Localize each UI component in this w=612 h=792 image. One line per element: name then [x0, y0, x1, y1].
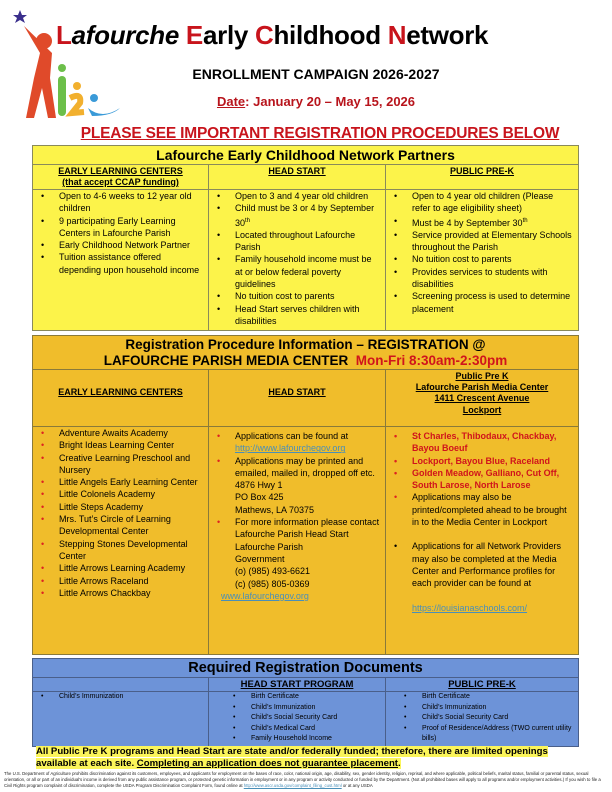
- list-item: • Child’s Immunization: [400, 703, 574, 714]
- registration-table: [32, 335, 579, 655]
- documents-list-headstart: [229, 692, 381, 745]
- documents-heading-elc: [33, 678, 209, 692]
- list-item: • Proof of Residence/Address (TWO current utility bills): [400, 724, 574, 745]
- prek-print-note: • Applications may also be printed/completed ahead to be brought in to the Media Center in Lockport: [390, 491, 574, 528]
- prek-area-2: • Lockport, Bayou Blue, Raceland: [390, 455, 574, 467]
- list-item: • Bright Ideas Learning Center: [37, 439, 204, 451]
- usda-nondiscrimination-statement: The U.S. Department of Agriculture prohibits discrimination against its customers, employees, and applicants for employment on the bases of race, color, national origin, age, disability, sex, gender identity, religion, reprisal, and where applicable, political beliefs, marital status, familial or parental status, sexual orientation, or all or part of an individual's income is derived from any public assistance program, or protected genetic information in employment or in any program or activity conducted or funded by the Department. (Not all prohibited bases will apply to all programs and/or employment activities.) If you wish to file a Civil Rights program complaint of discrimination, complete the USDA Program Discrimination Complaint Form, found online at http://www.ascr.usda.gov/complaint_filing_cust.html or at any USDA: [4, 771, 601, 788]
- title-part: etwork: [406, 20, 489, 50]
- date-label: Date: [216, 94, 246, 109]
- louisianaschools-link[interactable]: https://louisianaschools.com/: [412, 602, 528, 613]
- prek-area-1: • St Charles, Thibodaux, Chackbay, Bayou Boeuf: [390, 430, 574, 455]
- lafourchegov-link[interactable]: http://www.lafourchegov.org: [235, 443, 346, 454]
- registration-hours: Mon-Fri 8:30am-2:30pm: [355, 352, 508, 368]
- prek-network-note: • Applications for all Network Providers may also be completed at the Media Center and Performance profiles for each provider can be found at: [390, 540, 574, 589]
- list-item: • Stepping Stones Developmental Center: [37, 538, 204, 563]
- list-item: • Must be 4 by September 30th: [390, 215, 574, 229]
- partners-title: Lafourche Early Childhood Network Partners: [33, 146, 579, 165]
- title-part: hildhood: [273, 20, 388, 50]
- partners-heading-prek: PUBLIC PRE-K: [386, 165, 579, 190]
- title-part: N: [387, 20, 407, 50]
- registration-heading-headstart: HEAD START: [209, 370, 386, 427]
- date-value: : January 20 – May 15, 2026: [245, 94, 416, 109]
- list-item: • Adventure Awaits Academy: [37, 427, 204, 439]
- documents-list-elc: [37, 692, 204, 703]
- documents-heading-prek: PUBLIC PRE-K: [386, 678, 579, 692]
- list-item: • Little Steps Academy: [37, 501, 204, 513]
- lafourchegov-link-2[interactable]: www.lafourchegov.org: [221, 590, 309, 601]
- registration-notice: PLEASE SEE IMPORTANT REGISTRATION PROCEDURES BELOW: [80, 125, 560, 142]
- registration-heading-elc: EARLY LEARNING CENTERS: [33, 370, 209, 427]
- list-item: • Located throughout Lafourche Parish: [213, 229, 381, 254]
- list-item: • Service provided at Elementary Schools throughout the Parish: [390, 229, 574, 254]
- list-item: • Little Angels Early Learning Center: [37, 476, 204, 488]
- title-part: C: [254, 20, 274, 50]
- registration-title: Registration Procedure Information – REGISTRATION @ LAFOURCHE PARISH MEDIA CENTER Mon-Fri 8:30am-2:30pm: [33, 336, 579, 370]
- partners-list-elc: [37, 190, 204, 276]
- list-item: • Family household income must be at or below federal poverty guidelines: [213, 253, 381, 290]
- list-item: • 9 participating Early Learning Centers in Lafourche Parish: [37, 215, 204, 240]
- partners-table: [32, 145, 579, 331]
- list-item: • No tuition cost to parents: [213, 290, 381, 302]
- list-item: • Family Household Income: [229, 734, 381, 745]
- list-item: • Child must be 3 or 4 by September 30th: [213, 202, 381, 229]
- usda-complaint-link[interactable]: http://www.ascr.usda.gov/complaint_filing_cust.html: [243, 783, 342, 788]
- list-item: • Early Childhood Network Partner: [37, 239, 204, 251]
- registration-heading-prek: Public Pre K Lafourche Parish Media Center 1411 Crescent Avenue Lockport: [386, 370, 579, 427]
- elc-provider-list: [37, 427, 204, 599]
- list-item: • Child’s Immunization: [37, 692, 204, 703]
- list-item: • Child’s Medical Card: [229, 724, 381, 735]
- partners-heading-headstart: HEAD START: [209, 165, 386, 190]
- list-item: • Open to 4-6 weeks to 12 year old children: [37, 190, 204, 215]
- list-item: • Head Start serves children with disabilities: [213, 303, 381, 328]
- prek-area-3: • Golden Meadow, Galliano, Cut Off, South Larose, North Larose: [390, 467, 574, 492]
- title-part: E: [185, 20, 203, 50]
- title-part: afourche: [71, 20, 186, 50]
- documents-list-prek: [400, 692, 574, 745]
- title-part: L: [56, 20, 72, 50]
- list-item: • Provides services to students with disabilities: [390, 266, 574, 291]
- list-item: • Tuition assistance offered depending upon household income: [37, 251, 204, 276]
- campaign-date: [0, 94, 612, 109]
- headstart-item-contact: • For more information please contact Lafourche Parish Head Start Lafourche Parish Government (o) (985) 493-6621 (c) (985) 805-0369: [213, 516, 381, 590]
- list-item: • Birth Certificate: [229, 692, 381, 703]
- partners-list-headstart: [213, 190, 381, 327]
- title-part: arly: [202, 20, 255, 50]
- partners-list-prek: [390, 190, 574, 315]
- list-item: • Little Colonels Academy: [37, 488, 204, 500]
- documents-heading-headstart: HEAD START PROGRAM: [209, 678, 386, 692]
- list-item: • Little Arrows Chackbay: [37, 587, 204, 599]
- partners-heading-elc: EARLY LEARNING CENTERS (that accept CCAP funding): [33, 165, 209, 190]
- page-title: [56, 20, 596, 51]
- list-item: • Child’s Social Security Card: [229, 713, 381, 724]
- list-item: • Little Arrows Learning Academy: [37, 562, 204, 574]
- list-item: • Open to 4 year old children (Please refer to age eligibility sheet): [390, 190, 574, 215]
- list-item: • Creative Learning Preschool and Nursery: [37, 452, 204, 477]
- documents-title: Required Registration Documents: [33, 659, 579, 678]
- list-item: • Open to 3 and 4 year old children: [213, 190, 381, 202]
- list-item: • Screening process is used to determine placement: [390, 290, 574, 315]
- documents-table: [32, 658, 579, 747]
- list-item: • No tuition cost to parents: [390, 253, 574, 265]
- headstart-item-mail: • Applications may be printed and emailed, mailed in, dropped off etc. 4876 Hwy 1 PO Box 425 Mathews, LA 70375: [213, 455, 381, 516]
- list-item: • Little Arrows Raceland: [37, 575, 204, 587]
- headstart-item-apps: • Applications can be found at http://www.lafourchegov.org: [213, 430, 381, 455]
- list-item: • Birth Certificate: [400, 692, 574, 703]
- list-item: • Mrs. Tut’s Circle of Learning Developmental Center: [37, 513, 204, 538]
- funding-disclaimer: All Public Pre K programs and Head Start are state and/or federally funded; therefore, there are limited openings available at each site. Completing an application does not guarantee placement.: [36, 746, 548, 769]
- list-item: • Child’s Immunization: [229, 703, 381, 714]
- list-item: • Child’s Social Security Card: [400, 713, 574, 724]
- campaign-subtitle: ENROLLMENT CAMPAIGN 2026-2027: [192, 66, 440, 82]
